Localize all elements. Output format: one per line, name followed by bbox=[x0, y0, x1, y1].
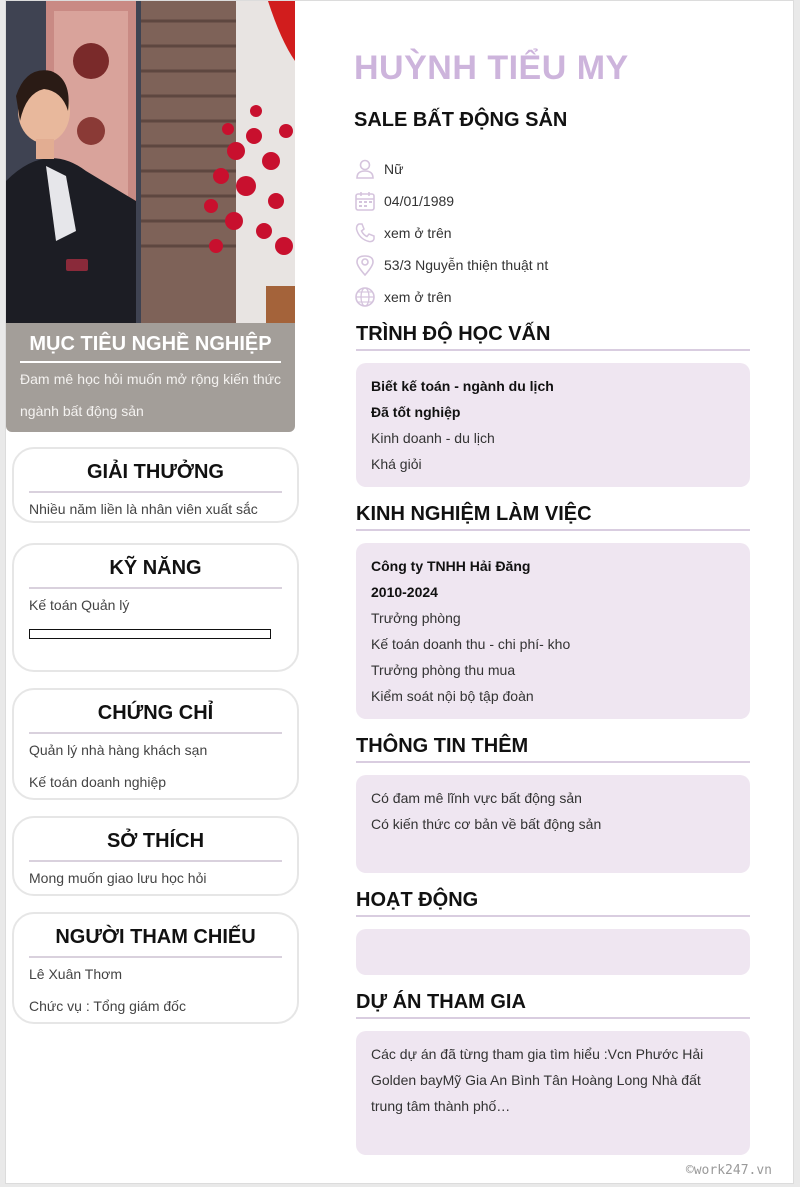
education-major: Biết kế toán - ngành du lịch bbox=[371, 378, 554, 394]
career-objective-title: MỤC TIÊU NGHỀ NGHIỆP bbox=[20, 333, 281, 363]
activities-title: HOẠT ĐỘNG bbox=[356, 889, 750, 917]
additional-info-item: Có kiến thức cơ bản về bất động sản bbox=[371, 816, 602, 832]
phone-value: xem ở trên bbox=[384, 225, 452, 241]
references-section bbox=[12, 912, 299, 1024]
experience-box bbox=[356, 543, 750, 719]
gender-value: Nữ bbox=[384, 161, 404, 177]
hobby-item: Mong muốn giao lưu học hỏi bbox=[29, 870, 207, 886]
education-box bbox=[356, 363, 750, 487]
additional-info-title: THÔNG TIN THÊM bbox=[356, 735, 750, 763]
awards-title: GIẢI THƯỞNG bbox=[29, 461, 282, 493]
phone-icon bbox=[354, 222, 376, 244]
hobbies-section bbox=[12, 816, 299, 896]
certificates-section bbox=[12, 688, 299, 800]
certificate-item: Quản lý nhà hàng khách sạn bbox=[29, 742, 208, 758]
additional-info-item: Có đam mê lĩnh vực bất động sản bbox=[371, 790, 582, 806]
education-field: Kinh doanh - du lịch bbox=[371, 430, 495, 446]
skills-title: KỸ NĂNG bbox=[29, 557, 282, 589]
projects-box bbox=[356, 1031, 750, 1155]
hobbies-title: SỞ THÍCH bbox=[29, 830, 282, 862]
address-row bbox=[354, 253, 734, 277]
website-row bbox=[354, 285, 734, 309]
career-objective-section bbox=[6, 323, 295, 432]
experience-item: Kiểm soát nội bộ tập đoàn bbox=[371, 688, 534, 704]
reference-name: Lê Xuân Thơm bbox=[29, 966, 122, 982]
website-value: xem ở trên bbox=[384, 289, 452, 305]
career-objective-text: Đam mê học hỏi muốn mở rộng kiến thức ngành bất động sản bbox=[20, 371, 281, 419]
certificate-item: Kế toán doanh nghiệp bbox=[29, 774, 167, 790]
experience-title: KINH NGHIỆM LÀM VIỆC bbox=[356, 503, 750, 531]
candidate-name: HUỲNH TIỂU MY bbox=[354, 49, 629, 87]
skill-name: Kế toán Quản lý bbox=[29, 597, 130, 613]
globe-icon bbox=[354, 286, 376, 308]
watermark: ©work247.vn bbox=[685, 1163, 772, 1178]
projects-text: Các dự án đã từng tham gia tìm hiểu :Vcn Phước Hải Golden bayMỹ Gia An Bình Tân Hoàng Long Nhà đất trung tâm thành phố… bbox=[371, 1046, 704, 1114]
gender-row bbox=[354, 157, 734, 181]
user-icon bbox=[354, 158, 376, 180]
education-grade: Khá giỏi bbox=[371, 456, 422, 472]
skill-level-bar bbox=[29, 629, 271, 639]
experience-item: Kế toán doanh thu - chi phí- kho bbox=[371, 636, 571, 652]
experience-period: 2010-2024 bbox=[371, 584, 438, 600]
phone-row bbox=[354, 221, 734, 245]
address-value: 53/3 Nguyễn thiện thuật nt bbox=[384, 257, 549, 273]
education-title: TRÌNH ĐỘ HỌC VẤN bbox=[356, 323, 750, 351]
cv-page bbox=[5, 0, 794, 1184]
profile-photo-illustration bbox=[6, 1, 295, 323]
experience-item: Trưởng phòng bbox=[371, 610, 461, 626]
job-title: SALE BẤT ĐỘNG SẢN bbox=[354, 109, 568, 131]
additional-info-box bbox=[356, 775, 750, 873]
experience-company: Công ty TNHH Hải Đăng bbox=[371, 558, 531, 574]
certificates-title: CHỨNG CHỈ bbox=[29, 702, 282, 734]
birthday-value: 04/01/1989 bbox=[384, 193, 455, 209]
projects-title: DỰ ÁN THAM GIA bbox=[356, 991, 750, 1019]
skills-section bbox=[12, 543, 299, 672]
activities-box bbox=[356, 929, 750, 975]
references-title: NGƯỜI THAM CHIẾU bbox=[29, 926, 282, 958]
awards-section bbox=[12, 447, 299, 523]
reference-position: Chức vụ : Tổng giám đốc bbox=[29, 998, 186, 1014]
birthday-row bbox=[354, 189, 734, 213]
profile-photo bbox=[6, 1, 295, 323]
education-status: Đã tốt nghiệp bbox=[371, 404, 461, 420]
award-item: Nhiều năm liền là nhân viên xuất sắc bbox=[29, 501, 258, 517]
calendar-icon bbox=[354, 190, 376, 212]
location-icon bbox=[354, 254, 376, 276]
experience-item: Trưởng phòng thu mua bbox=[371, 662, 516, 678]
